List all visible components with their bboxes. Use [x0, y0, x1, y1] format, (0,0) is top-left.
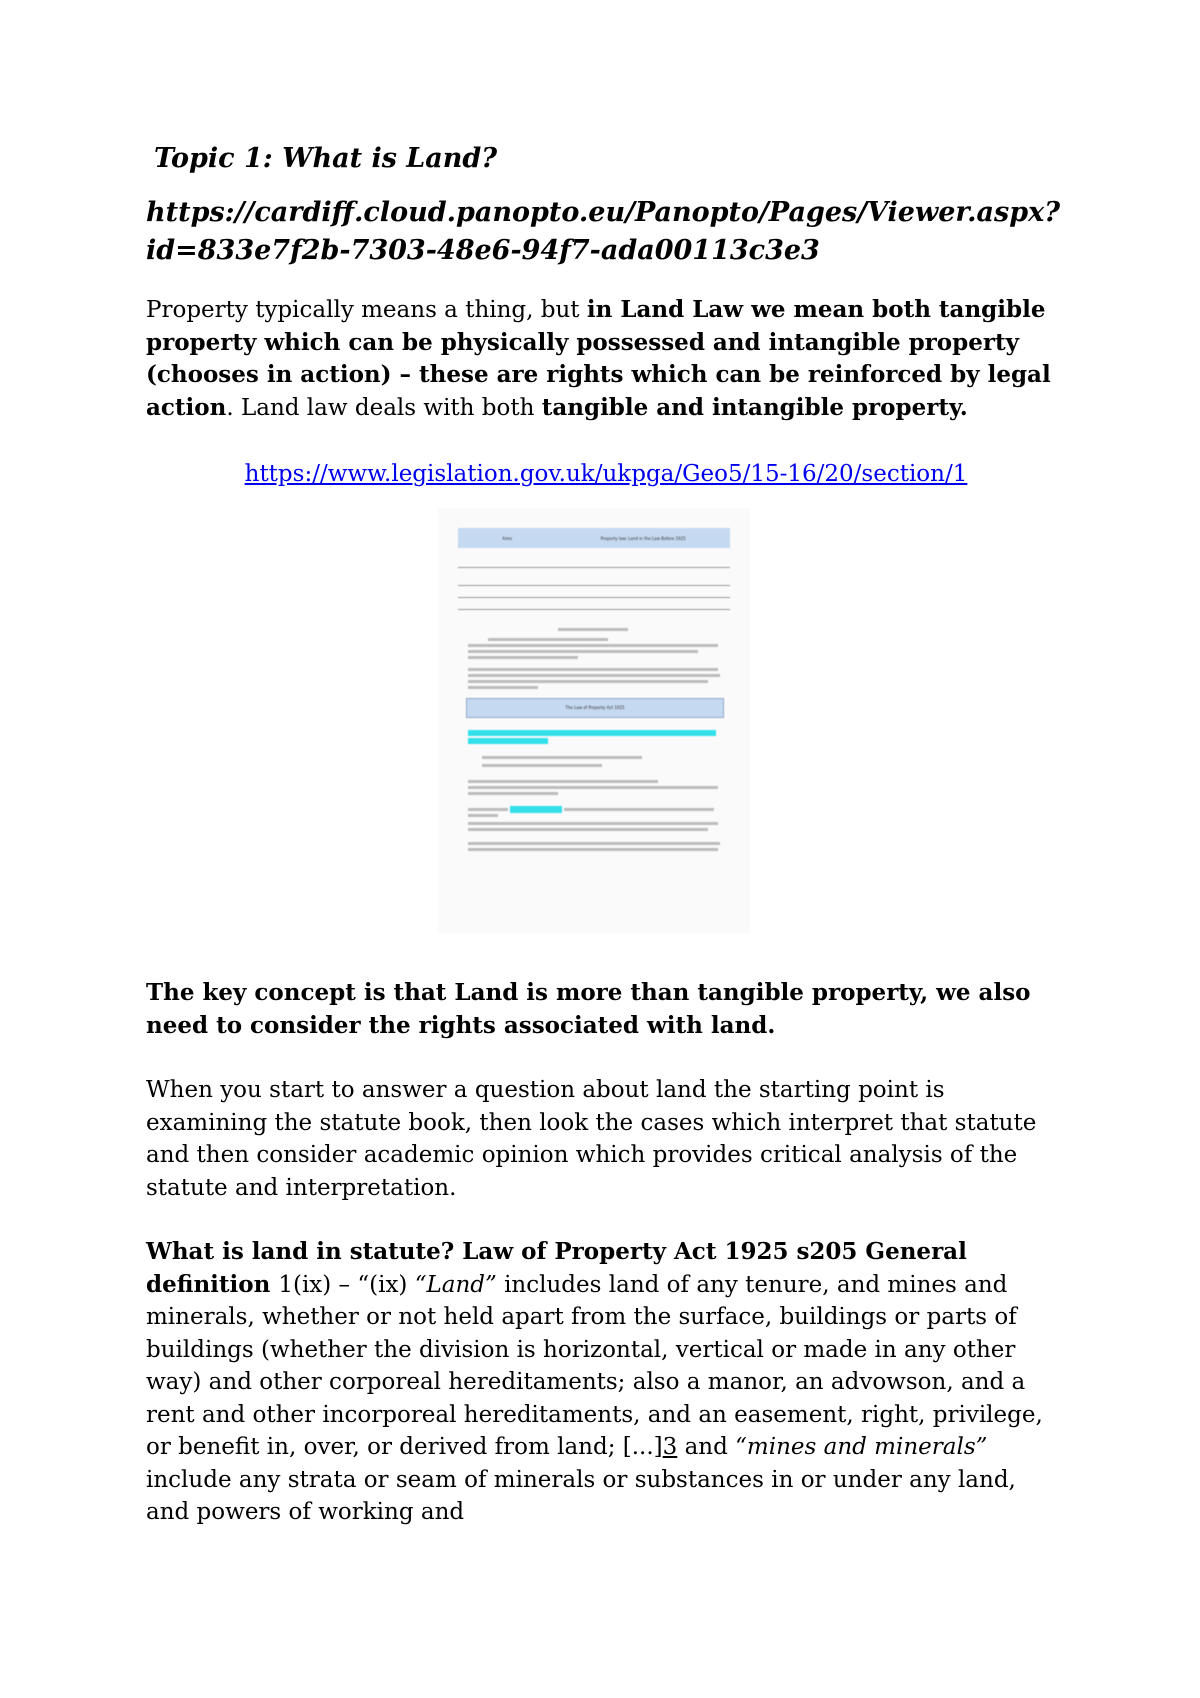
slide-table-row: [458, 552, 730, 568]
legislation-link-line: [146, 458, 1066, 490]
embedded-slide-image: [438, 508, 750, 933]
mines-term: “mines and minerals”: [735, 1434, 988, 1460]
slide-text-line: [468, 786, 718, 789]
statute-definition-paragraph: [146, 1236, 1066, 1529]
slide-text-line: [488, 638, 608, 641]
slide-highlight: [510, 806, 562, 813]
footnote-link[interactable]: 3: [662, 1434, 678, 1460]
slide-text-line: [558, 628, 628, 631]
slide-text-line: [468, 656, 578, 659]
slide-text-line: [468, 848, 718, 851]
slide-table-row: [458, 588, 730, 598]
slide-header-right: Property law: Land in the Law Before 1925: [600, 535, 686, 541]
slide-text-line: [468, 808, 508, 811]
slide-text-line: [468, 828, 708, 831]
lecture-url[interactable]: https://cardiff.cloud.panopto.eu/Panopto/Pages/Viewer.aspx?id=833e7f2b-7303-48e6-94f7-ada00113c3e3: [146, 197, 1061, 266]
slide-text-line: [468, 686, 538, 689]
slide-text-line: [468, 674, 720, 677]
slide-table-row: [458, 570, 730, 586]
slide-text-line: [468, 644, 718, 647]
slide-text-line: [468, 780, 658, 783]
statute-text-1: includes land of any tenure, and mines and minerals, whether or not held apart from the surface, buildings or parts of buildings (whether the division is horizontal, vertical or made in any other way) and other corporeal hereditaments; also a manor, an advowson, and a rent and other incorporeal hereditaments, and an easement, right, privilege, or benefit in, over, or derived from land; [...]: [146, 1271, 1043, 1460]
document-page: [146, 140, 1066, 1529]
slide-highlight: [468, 730, 716, 736]
slide-header-left: Aims: [502, 535, 513, 541]
slide-section-heading: The Law of Property Act 1925: [466, 698, 724, 718]
approach-paragraph: When you start to answer a question about land the starting point is examining the statute book, then look the cases which interpret that statute and then consider academic opinion which provides critical analysis of the statute and interpretation.: [146, 1077, 1037, 1201]
slide-text-line: [482, 764, 602, 767]
slide-table-header: [458, 528, 730, 548]
key-concept-paragraph: The key concept is that Land is more than tangible property, we also need to consider the rights associated with land.: [146, 979, 1031, 1039]
slide-text-line: [468, 650, 698, 653]
slide-text-line: [468, 668, 718, 671]
legislation-link[interactable]: https://www.legislation.gov.uk/ukpga/Geo5/15-16/20/section/1: [244, 461, 968, 487]
intro-bold-2: tangible and intangible property.: [541, 393, 968, 421]
statute-bold-heading: What is land in statute? Law of Property Act 1925 s205 General definition: [146, 1238, 967, 1298]
page-title: Topic 1: What is Land?: [154, 143, 498, 174]
slide-text-line: [468, 814, 498, 817]
intro-text-1: Property typically means a thing, but: [146, 297, 587, 323]
slide-text-line: [468, 822, 718, 825]
intro-paragraph: [146, 294, 1066, 424]
slide-text-line: [564, 808, 714, 811]
intro-text-2: . Land law deals with both: [226, 394, 542, 421]
statute-text-3: include any strata or seam of minerals or substances in or under any land, and powers of working and: [146, 1466, 1016, 1525]
statute-text-2: and: [677, 1434, 736, 1460]
slide-table-row: [458, 600, 730, 610]
intro-bold-1: in Land Law we mean both tangible property which can be physically possessed and intangible property (chooses in action) – these are rights which can be reinforced by legal action: [146, 296, 1051, 421]
land-term: “Land”: [414, 1271, 497, 1298]
slide-highlight: [468, 738, 548, 744]
slide-text-line: [468, 842, 720, 845]
statute-reference: 1(ix) – “(ix): [278, 1271, 415, 1298]
slide-text-line: [468, 680, 708, 683]
slide-text-line: [468, 792, 558, 795]
slide-text-line: [482, 756, 642, 759]
